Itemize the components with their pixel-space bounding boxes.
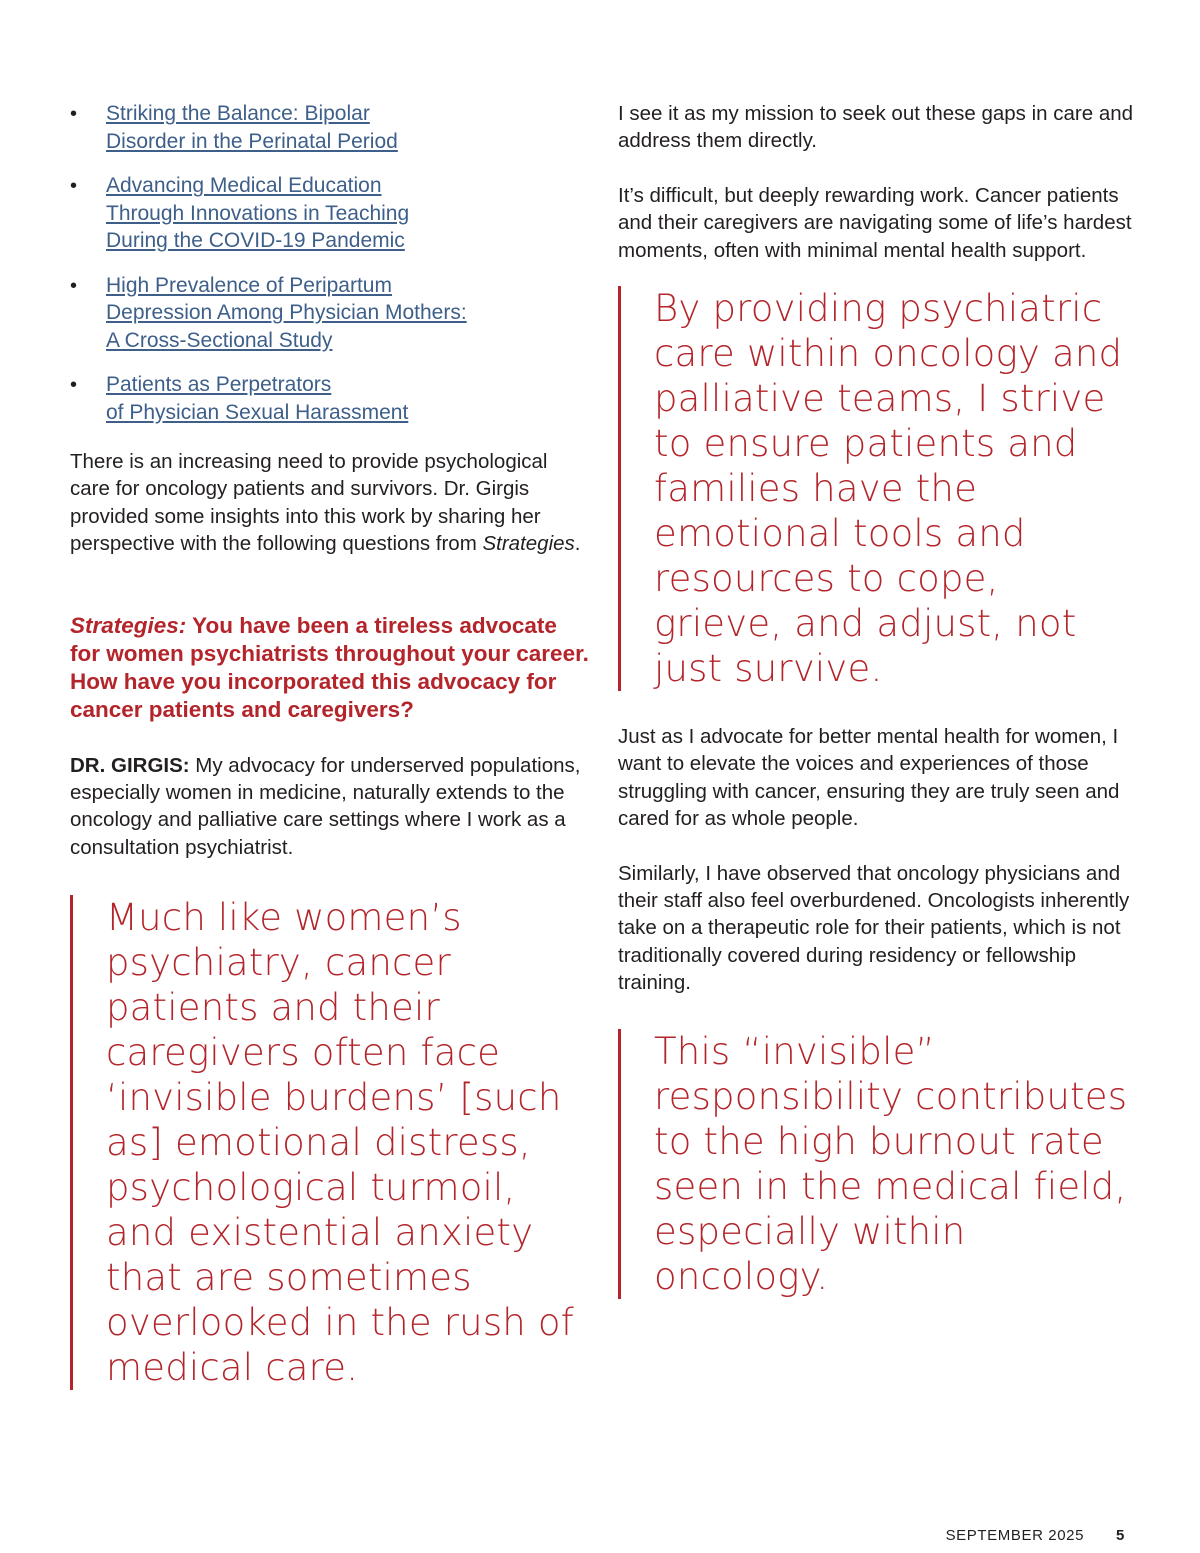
page-number: 5 bbox=[1116, 1527, 1125, 1544]
intro-paragraph: There is an increasing need to provide psychological care for oncology patients and survivors. Dr. Girgis provided some insights into this work by sharing her perspective with the following questions from Strategies. bbox=[70, 450, 581, 556]
pullquote-psychiatric-care: By providing psychiatric care within oncology and palliative teams, I strive to ensure patients and families have the emotional tools and resources to cope, grieve, and adjust, not just survive. bbox=[618, 286, 1138, 691]
publication-name: Strategies bbox=[482, 532, 575, 556]
related-links-list bbox=[70, 100, 590, 426]
mission-paragraph: I see it as my mission to seek out these gaps in care and address them directly. bbox=[618, 102, 1134, 153]
list-item bbox=[70, 272, 590, 355]
link-medical-education-covid[interactable]: Advancing Medical Education Through Innovations in Teaching During the COVID-19 Pandemic bbox=[106, 174, 410, 252]
bullet-icon: • bbox=[70, 103, 78, 125]
page-footer bbox=[946, 1527, 1125, 1544]
bullet-icon: • bbox=[70, 374, 78, 396]
link-peripartum-depression[interactable]: High Prevalence of Peripartum Depression Among Physician Mothers: A Cross-Sectional Study bbox=[106, 273, 467, 352]
left-column bbox=[70, 100, 590, 1390]
advocacy-paragraph: Just as I advocate for better mental health for women, I want to elevate the voices and experiences of those struggling with cancer, ensuring they are truly seen and cared for as whole people. bbox=[618, 725, 1120, 831]
list-item bbox=[70, 172, 590, 255]
link-sexual-harassment[interactable]: Patients as Perpetrators of Physician Sexual Harassment bbox=[106, 373, 409, 424]
oncologists-paragraph: Similarly, I have observed that oncology physicians and their staff also feel overburdened. Oncologists inherently take on a therapeutic role for their patients, which is not traditionally covered during residency or fellowship training. bbox=[618, 861, 1130, 995]
interview-question: Strategies: You have been a tireless advocate for women psychiatrists throughout your career. How have you incorporated this advocacy for cancer patients and caregivers? bbox=[70, 612, 589, 722]
question-label: Strategies: bbox=[70, 612, 187, 638]
bullet-icon: • bbox=[70, 175, 78, 197]
answer-paragraph: DR. GIRGIS: My advocacy for underserved populations, especially women in medicine, naturally extends to the oncology and palliative care settings where I work as a consultation psychiatrist. bbox=[70, 753, 581, 859]
pullquote-invisible-burdens: Much like women’s psychiatry, cancer patients and their caregivers often face ‘invisible burdens’ [such as] emotional distress, psychological turmoil, and existential anxiety that are sometimes overlooked in the rush of medical care. bbox=[70, 895, 590, 1390]
rewarding-work-paragraph: It’s difficult, but deeply rewarding work. Cancer patients and their caregivers are navigating some of life’s hardest moments, often with minimal mental health support. bbox=[618, 183, 1132, 262]
issue-date: SEPTEMBER 2025 bbox=[945, 1527, 1085, 1544]
link-bipolar-perinatal[interactable]: Striking the Balance: Bipolar Disorder in the Perinatal Period bbox=[106, 102, 398, 153]
list-item bbox=[70, 371, 590, 426]
pullquote-invisible-responsibility: This “invisible” responsibility contributes to the high burnout rate seen in the medical field, especially within oncology. bbox=[618, 1029, 1138, 1299]
right-column bbox=[618, 100, 1138, 1299]
bullet-icon: • bbox=[70, 274, 78, 297]
list-item bbox=[70, 100, 590, 155]
speaker-label: DR. GIRGIS: bbox=[70, 753, 190, 777]
